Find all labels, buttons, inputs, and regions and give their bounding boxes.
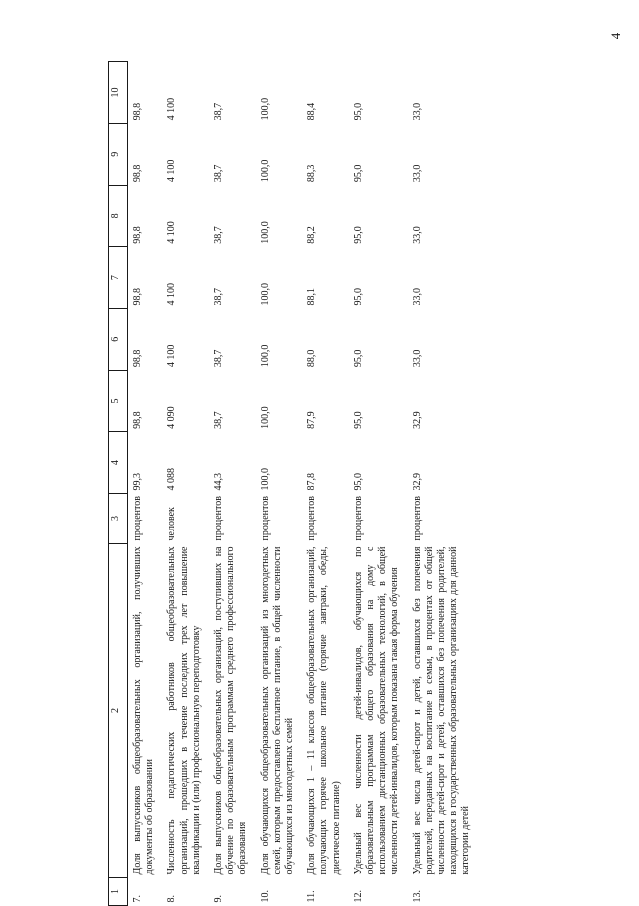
row-number: 8. — [166, 895, 178, 903]
indicator-value: 99,3 — [132, 473, 143, 491]
column-header-1: 1 — [109, 878, 128, 906]
indicator-description: Доля обучающихся общеобразовательных организаций из многодетных семей, которым предоставлено бесплатное питание, в общей численности обучающихся из многодетных семей — [259, 546, 296, 875]
indicator-value: 98,8 — [132, 164, 143, 183]
unit-of-measure: процентов — [132, 496, 143, 541]
indicator-description: Численность педагогических работников общеобразовательных организаций, прошедших в течение последних трех лет повышение квалификации и (или) профессиональную переподготовку — [166, 546, 202, 875]
unit-of-measure: процентов — [411, 496, 423, 541]
indicator-value: 100,0 — [259, 468, 271, 491]
table-row — [209, 62, 256, 906]
column-header-2: 2 — [109, 544, 128, 878]
indicator-value: 95,0 — [352, 473, 364, 491]
row-number: 10. — [259, 890, 271, 903]
indicator-value: 32,9 — [411, 473, 423, 491]
unit-of-measure: процентов — [352, 496, 364, 541]
unit-of-measure: человек — [166, 507, 178, 541]
indicator-value: 4 100 — [166, 282, 178, 306]
table-row — [128, 62, 163, 906]
indicator-value: 100,0 — [259, 344, 271, 368]
indicator-value: 98,8 — [132, 287, 143, 306]
indicator-value: 4 100 — [166, 97, 178, 121]
indicator-value: 33,0 — [411, 226, 423, 244]
indicator-value: 38,7 — [213, 349, 225, 368]
indicator-value: 4 090 — [166, 406, 178, 429]
indicator-value: 100,0 — [259, 221, 271, 244]
table-row — [408, 62, 479, 906]
table-body — [128, 62, 479, 906]
indicator-value: 38,7 — [213, 226, 225, 244]
column-header-3: 3 — [109, 494, 128, 544]
indicator-value: 88,2 — [306, 226, 318, 244]
indicator-value: 38,7 — [213, 164, 225, 183]
indicator-value: 88,0 — [306, 349, 318, 368]
unit-of-measure: процентов — [213, 496, 225, 541]
column-header-6: 6 — [109, 308, 128, 370]
indicator-value: 38,7 — [213, 411, 225, 429]
indicator-value: 38,7 — [213, 102, 225, 121]
indicator-value: 33,0 — [411, 349, 423, 368]
indicator-value: 100,0 — [259, 97, 271, 121]
column-header-7: 7 — [109, 247, 128, 309]
row-number: 7. — [132, 895, 143, 903]
indicator-description: Доля обучающихся 1 – 11 классов общеобразовательных организаций, получающих горячее школьное питание (горячие завтраки, обеды, диетическое питание) — [306, 546, 342, 875]
indicator-value: 88,3 — [306, 164, 318, 183]
indicator-value: 98,8 — [132, 102, 143, 121]
indicator-description: Удельный вес числа детей-сирот и детей, оставшихся без попечения родителей, переданных на воспитание в семьи, в процентах от общей численности детей-сирот и детей, оставшихся без попечения родителей, находящихся в государственных образовательных организациях для данной категории детей — [411, 546, 472, 875]
indicator-value: 100,0 — [259, 159, 271, 183]
indicator-value: 95,0 — [352, 102, 364, 121]
indicator-value: 98,8 — [132, 226, 143, 244]
indicator-value: 88,4 — [306, 102, 318, 121]
indicator-value: 4 100 — [166, 159, 178, 183]
indicator-description: Доля выпускников общеобразовательных организаций, получивших документы об образовании — [132, 546, 156, 875]
indicator-value: 44,3 — [213, 473, 225, 491]
row-number: 9. — [213, 895, 225, 903]
indicator-value: 4 088 — [166, 468, 178, 491]
indicator-value: 4 100 — [166, 221, 178, 244]
indicator-value: 95,0 — [352, 411, 364, 429]
indicator-value: 88,1 — [306, 287, 318, 306]
indicator-value: 100,0 — [259, 406, 271, 429]
rotated-table-frame — [108, 62, 628, 906]
indicator-value: 95,0 — [352, 164, 364, 183]
indicator-value: 95,0 — [352, 349, 364, 368]
unit-of-measure: процентов — [259, 496, 271, 541]
indicator-description: Доля выпускников общеобразовательных организаций, поступивших на обучение по образовательным программам среднего профессионального образования — [213, 546, 249, 875]
table-header-row — [109, 62, 128, 906]
table-row — [302, 62, 349, 906]
indicator-description: Удельный вес численности детей-инвалидов, обучающихся по образовательным программам общего образования на дому с использованием дистанционных образовательных технологий, в общей численности детей-инвалидов, которым показана такая форма обучения — [352, 546, 401, 875]
indicator-value: 33,0 — [411, 287, 423, 306]
table-row — [162, 62, 209, 906]
indicator-value: 38,7 — [213, 287, 225, 306]
indicator-value: 100,0 — [259, 282, 271, 306]
indicator-value: 87,8 — [306, 473, 318, 491]
page-number: 4 — [608, 32, 623, 40]
row-number: 11. — [306, 890, 318, 903]
column-header-4: 4 — [109, 432, 128, 494]
row-number: 12. — [352, 890, 364, 903]
indicator-value: 33,0 — [411, 164, 423, 183]
table-row — [256, 62, 303, 906]
indicator-value: 95,0 — [352, 287, 364, 306]
unit-of-measure: процентов — [306, 496, 318, 541]
indicator-value: 32,9 — [411, 411, 423, 429]
indicator-value: 33,0 — [411, 102, 423, 121]
indicators-table — [108, 61, 479, 906]
column-header-8: 8 — [109, 185, 128, 247]
column-header-10: 10 — [109, 62, 128, 124]
indicator-value: 98,8 — [132, 411, 143, 429]
row-number: 13. — [411, 890, 423, 903]
indicator-value: 98,8 — [132, 349, 143, 368]
column-header-5: 5 — [109, 370, 128, 432]
column-header-9: 9 — [109, 123, 128, 185]
indicator-value: 4 100 — [166, 344, 178, 368]
table-row — [349, 62, 408, 906]
indicator-value: 87,9 — [306, 411, 318, 429]
indicator-value: 95,0 — [352, 226, 364, 244]
